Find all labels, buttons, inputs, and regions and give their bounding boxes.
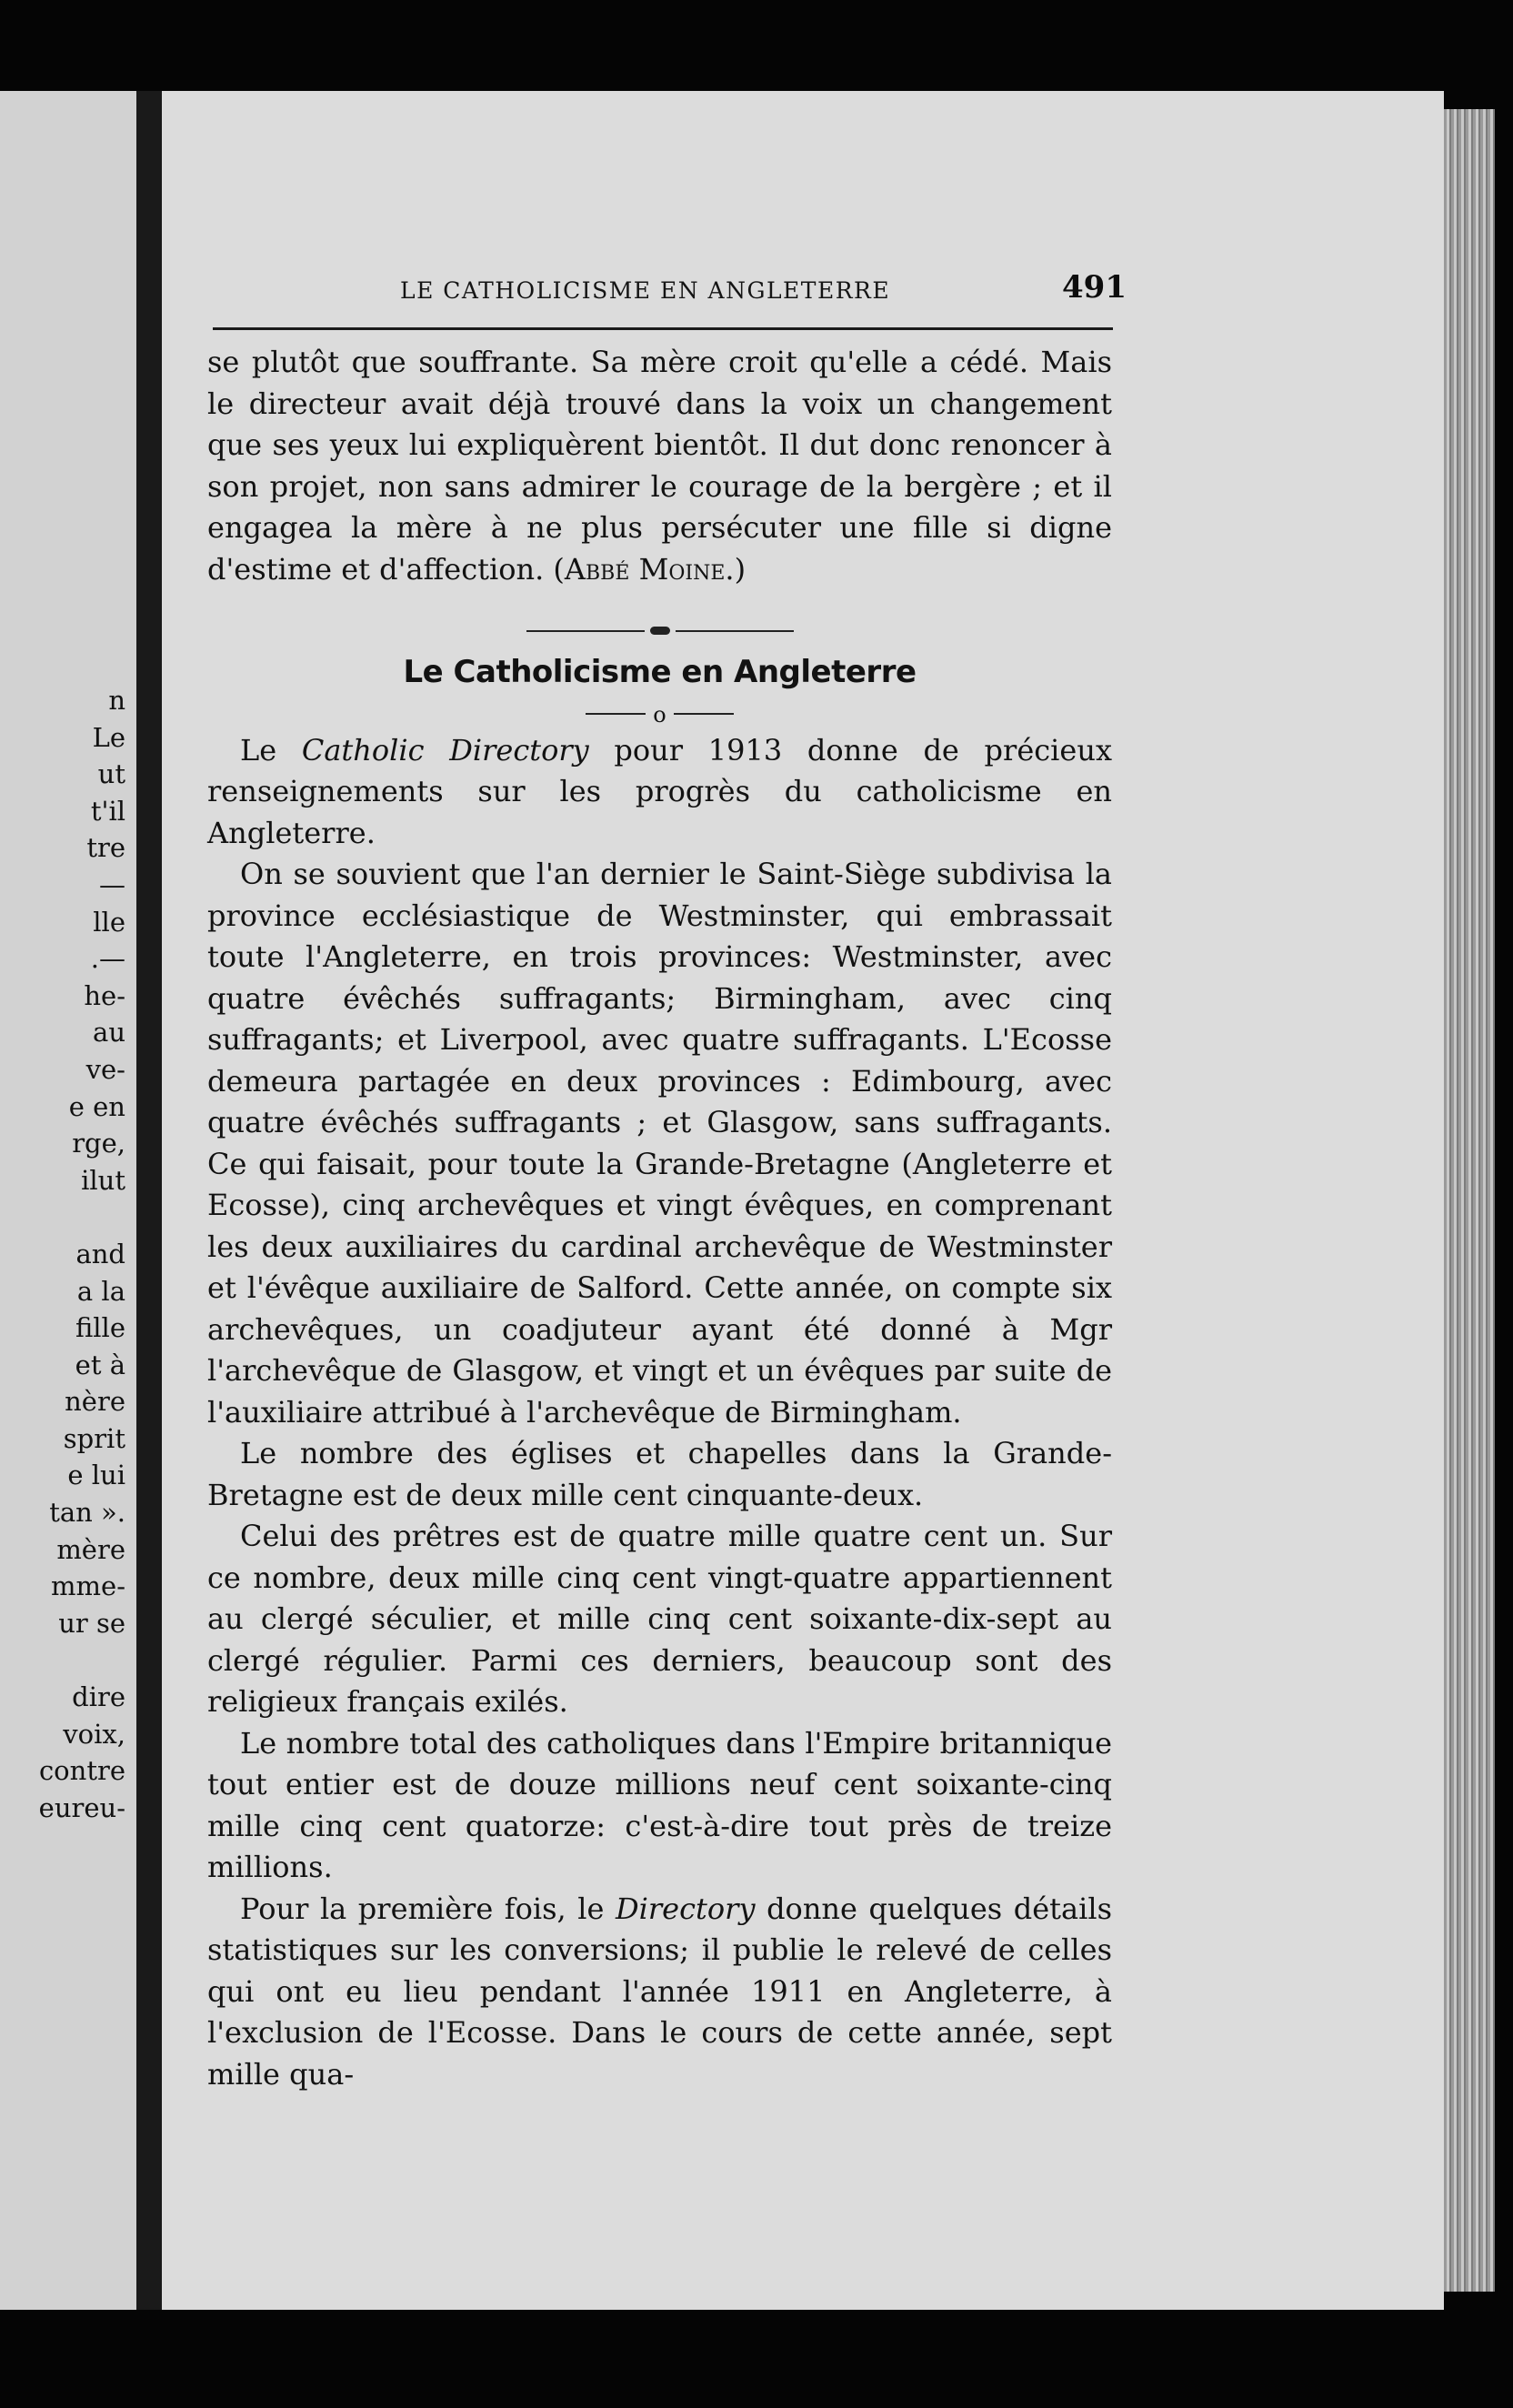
facing-page-text [39, 682, 125, 1826]
facing-page-fragment: dire [72, 1681, 125, 1713]
facing-page-fragment: ur se [58, 1607, 125, 1639]
paragraph-3: Le nombre des églises et chapelles dans la Grande-Bretagne est de deux mille cent cinquante-deux. [207, 1436, 1112, 1512]
page-number: 491 [1062, 269, 1127, 306]
facing-page-fragment: nère [65, 1386, 125, 1418]
facing-page-fragment: au [93, 1017, 125, 1048]
facing-page-fragment: and [75, 1238, 125, 1269]
facing-page-fragment: lle [93, 906, 125, 938]
paragraph-4: Celui des prêtres est de quatre mille quatre cent un. Sur ce nombre, deux mille cinq cent vingt-quatre appartiennent au clergé séculier, et mille cinq cent soixante-dix-sept au clergé régulier. Parmi ces derniers, beaucoup sont des religieux français exilés. [207, 1519, 1112, 1719]
facing-page-fragment: ut [97, 758, 125, 790]
paragraph-6: Pour la première fois, le Directory donne quelques détails statistiques sur les conversions; il publie le relevé de celles qui ont eu lieu pendant l'année 1911 en Angleterre, à l'exclusion de l'Ecosse. Dans le cours de cette année, sept mille qua- [207, 1891, 1113, 2092]
title-ornament: o [207, 694, 1112, 730]
article-title: Le Catholicisme en Angleterre [403, 654, 917, 690]
facing-page-fragment: .— [90, 943, 125, 975]
facing-page-fragment: mère [56, 1533, 125, 1565]
paragraph-1: Le Catholic Directory pour 1913 donne de précieux renseignements sur les progrès du catholicisme en Angleterre. [207, 732, 1113, 850]
running-head: LE CATHOLICISME EN ANGLETERRE [400, 277, 891, 304]
facing-page-fragment: e en [68, 1090, 125, 1122]
facing-page-fragment: fille [75, 1312, 125, 1344]
book-gutter [136, 91, 162, 2310]
facing-page-fragment [39, 1641, 125, 1679]
page-body [207, 342, 1112, 2095]
facing-page [0, 91, 136, 2310]
directory-title: Catholic Directory [301, 732, 589, 768]
facing-page-fragment: n [108, 685, 125, 716]
paragraph-5: Le nombre total des catholiques dans l'Empire britannique tout entier est de douze millions neuf cent soixante-cinq mille cinq cent quatorze: c'est-à-dire tout près de treize millions. [207, 1725, 1112, 1884]
directory-title: Directory [615, 1891, 756, 1926]
facing-page-fragment: rge, [72, 1128, 125, 1159]
facing-page-fragment: eureu- [38, 1791, 125, 1823]
facing-page-fragment: — [99, 868, 125, 900]
header-rule [213, 327, 1113, 330]
facing-page-fragment: t'il [90, 795, 125, 827]
section-ornament [207, 608, 1112, 619]
facing-page-fragment: voix, [63, 1718, 125, 1750]
facing-page-fragment: ve- [85, 1053, 125, 1085]
page-edges [1444, 109, 1495, 2292]
facing-page-fragment: tan ». [49, 1497, 125, 1529]
facing-page-fragment: contre [38, 1755, 125, 1787]
facing-page-fragment: et à [75, 1349, 125, 1380]
facing-page-fragment: ilut [81, 1164, 125, 1196]
author-name: Abbé Moine. [564, 551, 735, 587]
facing-page-fragment: mme- [51, 1570, 125, 1602]
facing-page-fragment: Le [92, 721, 125, 753]
facing-page-fragment: he- [84, 979, 125, 1011]
intro-paragraph: se plutôt que souffrante. Sa mère croit qu'elle a cédé. Mais le directeur avait déjà trouvé dans la voix un changement que ses yeux lui expliquèrent bientôt. Il dut donc renoncer à son projet, non sans admirer le courage de la bergère ; et il engagea la mère à ne plus persécuter une fille si digne d'estime et d'affection. (Abbé Moine.) [207, 345, 1112, 587]
facing-page-fragment: sprit [63, 1422, 125, 1454]
facing-page-fragment: e lui [67, 1460, 125, 1491]
paragraph-2: On se souvient que l'an dernier le Saint-Siège subdivisa la province ecclésiastique de Westminster, qui embrassait toute l'Angleterre, en trois provinces: Westminster, avec quatre évêchés suffragants; Birmingham, avec cinq suffragants; et Liverpool, avec quatre suffragants. L'Ecosse demeura partagée en deux provinces : Edimbourg, avec quatre évêchés suffragants ; et Glasgow, sans suffragants. Ce qui faisait, pour toute la Grande-Bretagne (Angleterre et Ecosse), cinq archevêques et vingt évêques, en comprenant les deux auxiliaires du cardinal archevêque de Westminster et l'évêque auxiliaire de Salford. Cette année, on compte six archevêques, un coadjuteur ayant été donné à Mgr l'archevêque de Glasgow, et vingt et un évêques par suite de l'auxiliaire attribué à l'archevêque de Birmingham. [207, 857, 1112, 1430]
facing-page-fragment: tre [86, 832, 125, 864]
facing-page-fragment [39, 1199, 125, 1236]
facing-page-fragment: a la [76, 1275, 125, 1307]
